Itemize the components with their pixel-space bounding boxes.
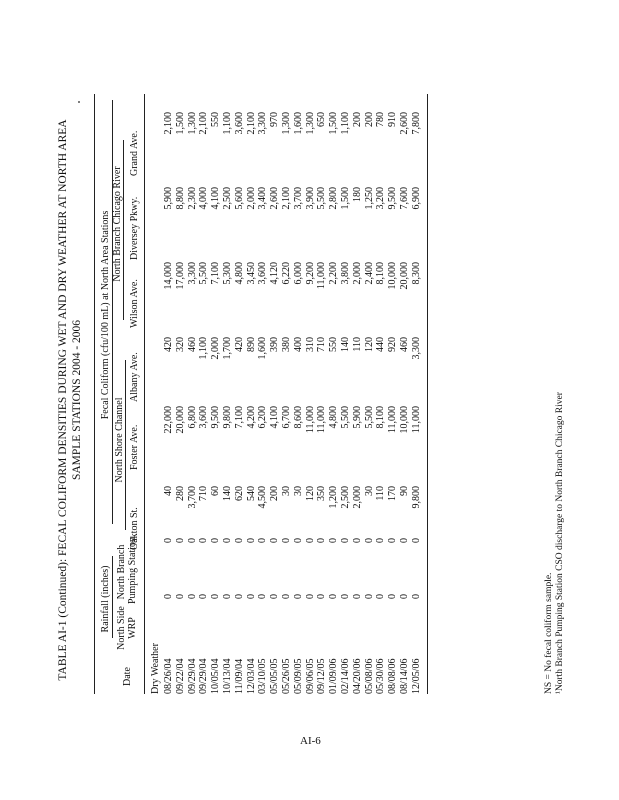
cell-date: 05/05/05 <box>269 658 281 694</box>
cell-v2: 4,800 <box>328 406 340 429</box>
header-col-wilson: Wilson Ave. <box>129 279 140 328</box>
cell-v1: 110 <box>375 486 387 501</box>
cell-r1: 0 <box>292 594 304 599</box>
cell-date: 09/29/04 <box>198 658 210 694</box>
cell-v5: 2,000 <box>245 187 257 210</box>
cell-v2: 8,100 <box>375 406 387 429</box>
cell-v6: 1,100 <box>339 112 351 135</box>
table-row <box>340 94 352 694</box>
cell-v1: 9,800 <box>410 486 422 509</box>
title-line-1: TABLE AI-1 (Continued): FECAL COLIFORM DENSITIES DURING WET AND DRY WEATHER AT NORTH AREA <box>57 119 69 681</box>
cell-v1: 4,500 <box>257 486 269 509</box>
table-row <box>364 94 376 694</box>
cell-r2: 0 <box>398 538 410 543</box>
cell-r2: 0 <box>387 538 399 543</box>
cell-v1: 3,700 <box>186 486 198 509</box>
cell-date: 11/09/04 <box>233 658 245 694</box>
header-rain-col2-line1: North Branch <box>116 544 127 600</box>
cell-v4: 3,300 <box>186 262 198 285</box>
cell-date: 08/26/04 <box>163 658 174 694</box>
cell-date: 05/26/05 <box>280 658 292 694</box>
cell-v6: 3,300 <box>257 112 269 135</box>
bottom-rule <box>427 94 428 694</box>
cell-v5: 4,000 <box>198 187 210 210</box>
cell-v4: 17,000 <box>174 262 186 290</box>
cell-r2: 0 <box>233 538 245 543</box>
cell-date: 08/08/06 <box>387 658 399 694</box>
cell-v2: 5,900 <box>351 406 363 429</box>
table-row <box>316 94 328 694</box>
cell-v6: 200 <box>363 112 375 127</box>
cell-v2: 9,800 <box>221 406 233 429</box>
cell-v5: 9,500 <box>387 187 399 210</box>
section-label-dry-weather: Dry Weather <box>150 643 161 694</box>
cell-v4: 3,800 <box>339 262 351 285</box>
cell-date: 10/13/04 <box>221 658 233 694</box>
cell-v3: 420 <box>233 337 245 352</box>
table-row <box>281 94 293 694</box>
cell-date: 12/05/06 <box>410 658 422 694</box>
header-date: Date <box>122 667 133 686</box>
cell-v3: 310 <box>304 337 316 352</box>
nsc-group-rule <box>125 360 126 530</box>
cell-r2: 0 <box>292 538 304 543</box>
cell-v6: 1,100 <box>221 112 233 135</box>
cell-v6: 2,100 <box>163 112 174 135</box>
cell-v5: 2,500 <box>221 187 233 210</box>
nbcr-group-rule <box>123 140 124 320</box>
cell-v6: 2,600 <box>398 112 410 135</box>
cell-r1: 0 <box>328 594 340 599</box>
cell-v2: 6,200 <box>257 406 269 429</box>
cell-v5: 3,200 <box>375 187 387 210</box>
cell-date: 02/14/06 <box>339 658 351 694</box>
cell-v2: 6,800 <box>186 406 198 429</box>
cell-v2: 10,000 <box>398 406 410 434</box>
cell-v6: 1,500 <box>328 112 340 135</box>
cell-v1: 90 <box>398 486 410 496</box>
cell-v1: 2,000 <box>351 486 363 509</box>
cell-date: 04/20/06 <box>351 658 363 694</box>
cell-r1: 0 <box>198 594 210 599</box>
cell-v4: 5,300 <box>221 262 233 285</box>
cell-r1: 0 <box>269 594 281 599</box>
cell-v5: 4,100 <box>210 187 222 210</box>
cell-v1: 350 <box>316 486 328 501</box>
table-row <box>375 94 387 694</box>
cell-v5: 1,250 <box>363 187 375 210</box>
cell-v1: 280 <box>174 486 186 501</box>
cell-r1: 0 <box>387 594 399 599</box>
table-title <box>56 80 84 720</box>
cell-v6: 200 <box>351 112 363 127</box>
cell-v3: 1,700 <box>221 337 233 360</box>
cell-v1: 200 <box>269 486 281 501</box>
cell-v1: 540 <box>245 486 257 501</box>
cell-v2: 11,000 <box>387 406 399 434</box>
cell-v3: 380 <box>280 337 292 352</box>
cell-v2: 5,500 <box>339 406 351 429</box>
cell-r2: 0 <box>339 538 351 543</box>
cell-v5: 8,800 <box>174 187 186 210</box>
table-row <box>175 94 187 694</box>
cell-date: 03/10/05 <box>257 658 269 694</box>
cell-v4: 6,000 <box>292 262 304 285</box>
cell-v2: 22,000 <box>163 406 174 434</box>
cell-r1: 0 <box>163 594 174 599</box>
cell-v4: 8,100 <box>375 262 387 285</box>
footnote-ns: NS = No fecal coliform sample. <box>544 572 554 694</box>
header-nbcr-group: North Branch Chicago River <box>112 166 123 282</box>
cell-v5: 1,500 <box>339 187 351 210</box>
cell-v5: 180 <box>351 187 363 202</box>
cell-r1: 0 <box>363 594 375 599</box>
cell-v1: 710 <box>198 486 210 501</box>
cell-v4: 5,500 <box>198 262 210 285</box>
cell-v2: 11,000 <box>410 406 422 434</box>
cell-v2: 20,000 <box>174 406 186 434</box>
table-row <box>328 94 340 694</box>
cell-date: 01/09/06 <box>328 658 340 694</box>
cell-v4: 3,450 <box>245 262 257 285</box>
cell-v6: 910 <box>387 112 399 127</box>
cell-v6: 550 <box>210 112 222 127</box>
cell-v1: 30 <box>363 486 375 496</box>
cell-v4: 4,120 <box>269 262 281 285</box>
table-row <box>411 94 423 694</box>
cell-v4: 3,600 <box>257 262 269 285</box>
cell-r2: 0 <box>328 538 340 543</box>
scan-speck <box>78 101 80 103</box>
cell-v4: 10,000 <box>387 262 399 290</box>
cell-v5: 5,900 <box>163 187 174 210</box>
cell-v3: 920 <box>387 337 399 352</box>
cell-v3: 2,000 <box>210 337 222 360</box>
cell-v4: 20,000 <box>398 262 410 290</box>
table-row <box>234 94 246 694</box>
cell-v5: 7,600 <box>398 187 410 210</box>
cell-date: 05/08/06 <box>363 658 375 694</box>
cell-v3: 120 <box>363 337 375 352</box>
cell-v3: 460 <box>186 337 198 352</box>
cell-v4: 2,400 <box>363 262 375 285</box>
rainfall-group-rule <box>112 556 113 638</box>
cell-r2: 0 <box>163 538 174 543</box>
cell-r2: 0 <box>375 538 387 543</box>
cell-v6: 1,500 <box>174 112 186 135</box>
cell-v1: 140 <box>221 486 233 501</box>
cell-r1: 0 <box>316 594 328 599</box>
cell-r1: 0 <box>410 594 422 599</box>
cell-r1: 0 <box>351 594 363 599</box>
table-row <box>399 94 411 694</box>
cell-date: 10/05/04 <box>210 658 222 694</box>
cell-v2: 11,000 <box>316 406 328 434</box>
table-row <box>163 94 175 694</box>
cell-date: 09/29/04 <box>186 658 198 694</box>
cell-r2: 0 <box>410 538 422 543</box>
cell-r2: 0 <box>210 538 222 543</box>
cell-v3: 140 <box>339 337 351 352</box>
cell-v1: 2,500 <box>339 486 351 509</box>
cell-v3: 460 <box>398 337 410 352</box>
cell-v4: 6,220 <box>280 262 292 285</box>
title-line-2: SAMPLE STATIONS 2004 - 2006 <box>71 319 83 481</box>
cell-v1: 40 <box>163 486 174 496</box>
cell-v6: 1,300 <box>304 112 316 135</box>
cell-v3: 320 <box>174 337 186 352</box>
cell-r2: 0 <box>351 538 363 543</box>
cell-v3: 890 <box>245 337 257 352</box>
cell-v1: 30 <box>292 486 304 496</box>
cell-r1: 0 <box>186 594 198 599</box>
cell-v5: 3,400 <box>257 187 269 210</box>
cell-v3: 710 <box>316 337 328 352</box>
cell-v6: 1,300 <box>280 112 292 135</box>
header-fecal-group: Fecal Coliform (cfu/100 mL) at North Area Stations <box>100 210 111 420</box>
header-col-grand: Grand Ave. <box>129 130 140 176</box>
cell-v6: 7,800 <box>410 112 422 135</box>
cell-v6: 780 <box>375 112 387 127</box>
cell-r2: 0 <box>221 538 233 543</box>
cell-v5: 2,800 <box>328 187 340 210</box>
top-rule <box>94 94 95 694</box>
cell-r1: 0 <box>375 594 387 599</box>
cell-r1: 0 <box>210 594 222 599</box>
cell-v5: 2,600 <box>269 187 281 210</box>
cell-r1: 0 <box>257 594 269 599</box>
cell-v4: 2,200 <box>328 262 340 285</box>
cell-v3: 400 <box>292 337 304 352</box>
cell-v1: 120 <box>304 486 316 501</box>
cell-v3: 440 <box>375 337 387 352</box>
cell-r2: 0 <box>280 538 292 543</box>
footnote-pumping-station: ¹North Branch Pumping Station CSO discharge to North Branch Chicago River <box>555 392 565 694</box>
header-rain-col1-line2: WRP <box>127 617 138 639</box>
cell-v4: 7,100 <box>210 262 222 285</box>
cell-v4: 2,000 <box>351 262 363 285</box>
cell-v6: 1,600 <box>292 112 304 135</box>
header-col-albany: Albany Ave. <box>129 352 140 402</box>
cell-v2: 7,100 <box>233 406 245 429</box>
header-col-oakton: Oakton St. <box>129 507 140 550</box>
cell-v4: 11,000 <box>316 262 328 290</box>
rotated-table-sheet <box>50 80 570 720</box>
cell-v3: 3,300 <box>410 337 422 360</box>
table-row <box>257 94 269 694</box>
cell-r2: 0 <box>257 538 269 543</box>
table-row <box>269 94 281 694</box>
cell-r2: 0 <box>198 538 210 543</box>
cell-v6: 650 <box>316 112 328 127</box>
cell-v3: 110 <box>351 337 363 352</box>
cell-date: 09/12/05 <box>316 658 328 694</box>
header-rainfall-group: Rainfall (inches) <box>100 565 111 633</box>
cell-v6: 1,300 <box>186 112 198 135</box>
cell-r2: 0 <box>174 538 186 543</box>
table-row <box>222 94 234 694</box>
cell-date: 09/22/04 <box>174 658 186 694</box>
cell-date: 05/09/05 <box>292 658 304 694</box>
header-rule <box>144 94 145 694</box>
cell-r1: 0 <box>174 594 186 599</box>
header-col-diversey: Diversey Pkwy. <box>129 196 140 260</box>
cell-v3: 1,100 <box>198 337 210 360</box>
cell-r2: 0 <box>186 538 198 543</box>
table-body <box>150 94 423 694</box>
cell-v2: 9,500 <box>210 406 222 429</box>
cell-v2: 11,000 <box>304 406 316 434</box>
cell-v3: 1,600 <box>257 337 269 360</box>
cell-date: 08/14/06 <box>398 658 410 694</box>
table-row <box>352 94 364 694</box>
cell-v2: 8,600 <box>292 406 304 429</box>
table-row <box>198 94 210 694</box>
header-rain-col2-line2: Pumping Station <box>127 537 138 604</box>
cell-r1: 0 <box>280 594 292 599</box>
cell-r1: 0 <box>233 594 245 599</box>
cell-v2: 4,200 <box>245 406 257 429</box>
cell-v3: 390 <box>269 337 281 352</box>
cell-r2: 0 <box>245 538 257 543</box>
cell-v6: 3,600 <box>233 112 245 135</box>
table-row <box>305 94 317 694</box>
cell-r1: 0 <box>304 594 316 599</box>
cell-v3: 550 <box>328 337 340 352</box>
cell-v4: 14,000 <box>163 262 174 290</box>
cell-r2: 0 <box>363 538 375 543</box>
cell-v4: 8,300 <box>410 262 422 285</box>
cell-v6: 2,100 <box>198 112 210 135</box>
cell-v2: 6,700 <box>280 406 292 429</box>
cell-v6: 970 <box>269 112 281 127</box>
table-row <box>293 94 305 694</box>
table-row <box>246 94 258 694</box>
header-col-foster: Foster Ave. <box>129 424 140 470</box>
cell-v3: 420 <box>163 337 174 352</box>
page-number: AI-6 <box>300 735 321 747</box>
cell-v4: 4,800 <box>233 262 245 285</box>
cell-v1: 1,200 <box>328 486 340 509</box>
cell-v1: 620 <box>233 486 245 501</box>
cell-v5: 2,100 <box>280 187 292 210</box>
cell-v2: 4,100 <box>269 406 281 429</box>
cell-r2: 0 <box>269 538 281 543</box>
cell-r1: 0 <box>221 594 233 599</box>
cell-v2: 3,600 <box>198 406 210 429</box>
cell-date: 09/06/05 <box>304 658 316 694</box>
cell-date: 05/30/06 <box>375 658 387 694</box>
cell-r1: 0 <box>398 594 410 599</box>
table-row <box>187 94 199 694</box>
cell-v1: 30 <box>280 486 292 496</box>
cell-v6: 2,100 <box>245 112 257 135</box>
cell-r1: 0 <box>339 594 351 599</box>
table-row <box>387 94 399 694</box>
cell-r1: 0 <box>245 594 257 599</box>
cell-v5: 5,500 <box>316 187 328 210</box>
cell-v5: 2,300 <box>186 187 198 210</box>
header-nsc-group: North Shore Channel <box>114 397 125 483</box>
cell-date: 12/03/04 <box>245 658 257 694</box>
cell-v5: 5,600 <box>233 187 245 210</box>
table-row <box>210 94 222 694</box>
cell-r2: 0 <box>304 538 316 543</box>
cell-v1: 170 <box>387 486 399 501</box>
cell-v5: 3,900 <box>304 187 316 210</box>
header-rain-col1-line1: North Side <box>116 606 127 650</box>
cell-v5: 6,900 <box>410 187 422 210</box>
cell-v5: 3,700 <box>292 187 304 210</box>
cell-v4: 9,200 <box>304 262 316 285</box>
cell-v2: 5,500 <box>363 406 375 429</box>
cell-r2: 0 <box>316 538 328 543</box>
cell-v1: 60 <box>210 486 222 496</box>
